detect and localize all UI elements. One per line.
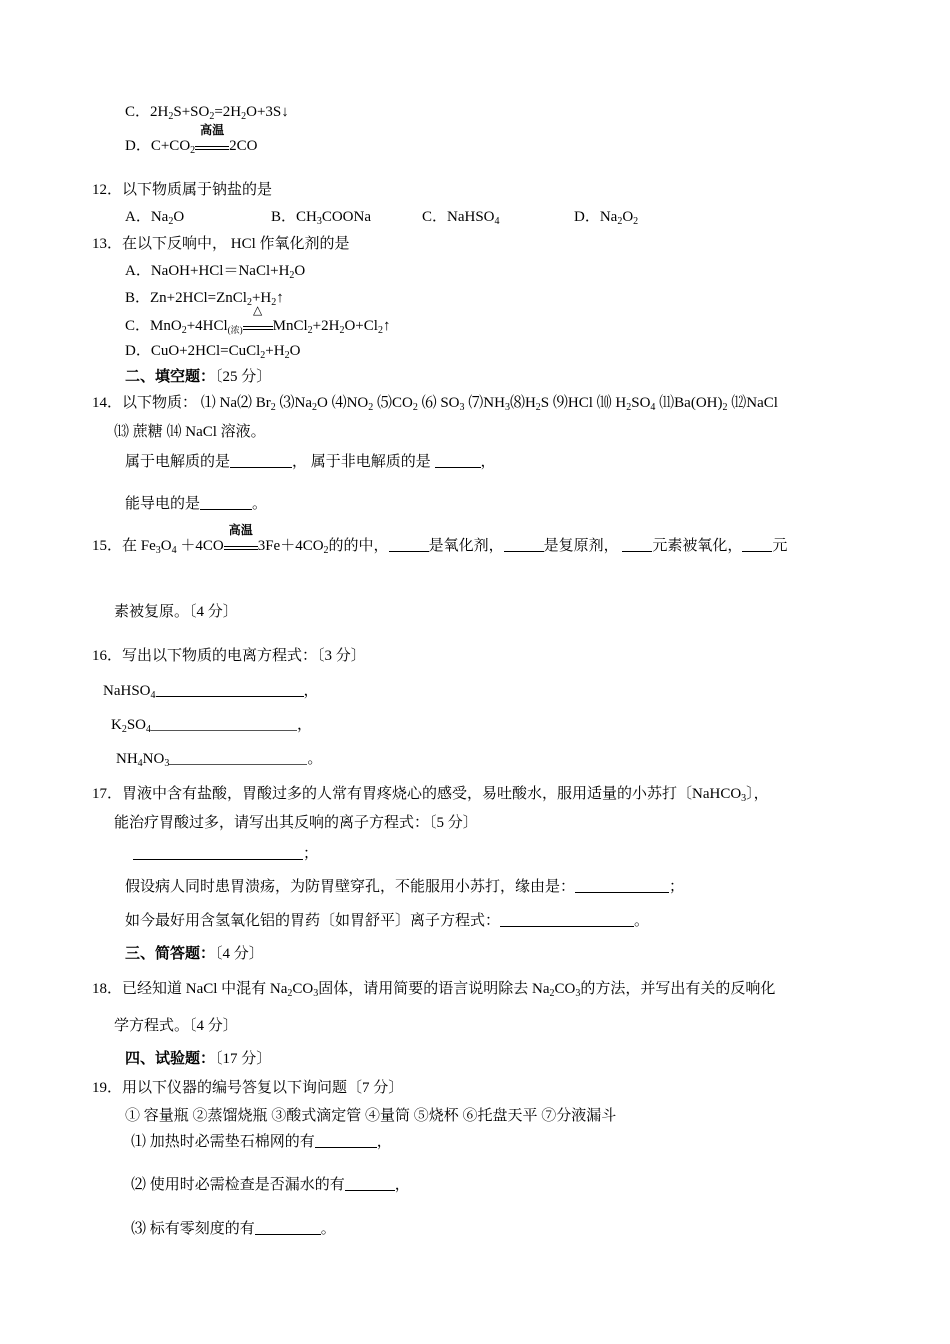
formula-part: C．MnO: [125, 318, 182, 334]
answer-blank-nonelectrolyte[interactable]: [435, 453, 481, 468]
punct: ，: [376, 1134, 392, 1150]
answer-blank-conductive[interactable]: [200, 495, 252, 510]
formula-sub: 2: [412, 402, 418, 413]
section-title: 二、填空题：: [125, 369, 216, 385]
text-part: 的的中，: [328, 538, 389, 554]
answer-blank-aloh3-equation[interactable]: [500, 912, 634, 927]
formula-part: C．NaHSO: [422, 209, 495, 225]
formula-part: O: [173, 209, 185, 225]
answer-blank-ionic-equation[interactable]: [133, 845, 303, 860]
option-label: C．: [125, 104, 151, 120]
q13-option-c: [125, 303, 391, 336]
formula-sub: 2: [626, 402, 632, 413]
formula-sub: 4: [146, 724, 152, 735]
text-part: CO: [554, 981, 576, 997]
formula-part: ↑: [382, 318, 391, 334]
formula-sub: 2: [168, 111, 174, 122]
formula-part: B．Zn+2HCl=ZnCl: [125, 290, 247, 306]
text-part: ⑹ SO: [417, 395, 460, 411]
formula-sub: 2: [617, 216, 623, 227]
formula-part: A．Na: [125, 209, 169, 225]
prompt-text: 能导电的是: [125, 496, 201, 512]
q12-option-d: [574, 208, 638, 226]
text-part: O: [160, 538, 172, 554]
answer-blank-reductant[interactable]: [504, 537, 544, 552]
section-3-heading: [125, 945, 264, 963]
text-part: CO: [292, 981, 314, 997]
section-title: 三、简答题：: [125, 946, 216, 962]
answer-blank-k2so4[interactable]: [151, 716, 297, 731]
q12-option-c: [422, 208, 500, 226]
formula-sub: 3: [313, 988, 319, 999]
q14-line-1: [92, 394, 778, 412]
formula-sub: 2: [241, 111, 247, 122]
formula-sub: 2: [289, 270, 295, 281]
formula-part: ↑: [276, 290, 284, 306]
q17-line-5: [125, 912, 649, 930]
formula-part: D．CuO+2HCl=CuCl: [125, 343, 261, 359]
formula-part: D．Na: [574, 209, 618, 225]
punct: ，: [394, 1177, 410, 1193]
formula-sub: 2: [307, 325, 313, 336]
answer-blank-reduced-element[interactable]: [742, 537, 772, 552]
section-2-heading: [125, 368, 271, 386]
q14-line-2: ⒀ 蔗糖 ⒁ NaCl 溶液。: [114, 424, 266, 440]
formula-part: NaHSO: [103, 683, 151, 699]
text-part: ⑻H: [509, 395, 536, 411]
text-part: 14．以下物质： ⑴ Na⑵ Br: [92, 395, 271, 411]
formula-sub: (浓): [227, 325, 243, 335]
answer-blank-electrolyte[interactable]: [230, 453, 292, 468]
prompt-text: 属于电解质的是: [125, 454, 231, 470]
answer-blank-nh4no3[interactable]: [169, 750, 307, 765]
formula-part: 2CO: [229, 138, 258, 154]
q15-line-1: [92, 523, 788, 556]
q14-line-3: [125, 453, 496, 471]
section-4-heading: [125, 1050, 271, 1068]
text-part: 18．已经知道 NaCl 中混有 Na: [92, 981, 288, 997]
formula-sub: 4: [171, 545, 177, 556]
section-score: 〔17 分〕: [215, 1051, 272, 1067]
q18-line-1: [92, 980, 775, 998]
text-part: 固体，请用简要的语言说明除去 Na: [318, 981, 550, 997]
formula-part: O+Cl: [344, 318, 378, 334]
q19-part-3: [131, 1220, 336, 1238]
prompt-text: ⑴ 加热时必需垫石棉网的有: [131, 1134, 315, 1150]
q17-line-3: [133, 845, 318, 863]
formula-part: MnCl: [272, 318, 308, 334]
prompt-text: 元素被氧化，: [652, 538, 743, 554]
text-part: 15．在 Fe: [92, 538, 156, 554]
answer-blank-oxidized-element[interactable]: [622, 537, 652, 552]
text-part: 17．胃液中含有盐酸，胃酸过多的人常有胃疼烧心的感受，易吐酸水，服用适量的小苏打〔NaHCO: [92, 786, 742, 802]
formula-part: +H: [251, 290, 272, 306]
formula-sub: 2: [190, 145, 196, 156]
text-part: ⑾Ba(OH): [655, 395, 723, 411]
formula-sub: 2: [287, 988, 293, 999]
q19-part-1: [131, 1133, 392, 1151]
answer-blank-oxidant[interactable]: [389, 537, 429, 552]
formula-part: +H: [265, 343, 285, 359]
formula-sub: 2: [209, 111, 215, 122]
formula-sub: 4: [494, 216, 500, 227]
text-part: S ⑼HCl ⑽ H: [540, 395, 627, 411]
formula-sub: 2: [722, 402, 728, 413]
formula-part: O: [289, 343, 301, 359]
reaction-condition: 高温: [200, 123, 225, 137]
prompt-text: ，: [480, 454, 496, 470]
formula-part: COONa: [321, 209, 372, 225]
formula-sub: 2: [535, 402, 541, 413]
punct: ；: [669, 879, 685, 895]
punct: ，: [303, 683, 319, 699]
text-part: ⑿NaCl: [727, 395, 778, 411]
punct: ；: [303, 846, 319, 862]
prompt-text: 如今最好用含氢氧化铝的胃药〔如胃舒平〕离子方程式：: [125, 913, 501, 929]
answer-blank-zero-mark[interactable]: [255, 1220, 321, 1235]
formula-part: NO: [142, 751, 165, 767]
reaction-condition-sign: [243, 303, 273, 330]
prompt-text: 假设病人同时患胃溃疡，为防胃壁穿孔，不能服用小苏打，缘由是：: [125, 879, 576, 895]
formula-part: O+3S↓: [246, 104, 289, 120]
equals-bars: [195, 146, 229, 150]
heat-symbol: △: [253, 303, 263, 317]
q11-option-d: [125, 123, 258, 156]
text-part: O ⑷NO: [317, 395, 369, 411]
prompt-text: 元: [772, 538, 788, 554]
q14-line-4: [125, 495, 267, 513]
formula-sub: 4: [650, 402, 656, 413]
formula-sub: 2: [377, 325, 383, 336]
answer-blank-reason[interactable]: [575, 878, 669, 893]
section-score: 〔4 分〕: [215, 946, 264, 962]
q19-part-2: [131, 1176, 410, 1194]
text-part: SO: [631, 395, 651, 411]
formula-sub: 2: [246, 297, 252, 308]
q17-line-1: [92, 785, 769, 803]
formula-sub: 2: [168, 216, 174, 227]
q12-option-a: [125, 208, 184, 226]
answer-blank-leak-check[interactable]: [345, 1176, 395, 1191]
equals-bars: [243, 326, 273, 330]
formula-sub: 3: [155, 545, 161, 556]
q13-stem: 13．在以下反响中， HCl 作氧化剂的是: [92, 236, 350, 252]
formula-sub: 2: [271, 297, 277, 308]
formula-sub: 2: [368, 402, 374, 413]
punct: ，: [297, 717, 313, 733]
prompt-text: 是氧化剂，: [428, 538, 504, 554]
q13-option-d: [125, 342, 300, 360]
formula-sub: 2: [633, 216, 639, 227]
section-title: 四、试验题：: [125, 1051, 216, 1067]
formula-sub: 2: [270, 402, 276, 413]
formula-sub: 3: [504, 402, 510, 413]
formula-part: NH: [116, 751, 138, 767]
q12-option-b: [271, 208, 371, 226]
q11-option-c: [125, 103, 289, 121]
formula-part: B．CH: [271, 209, 317, 225]
punct: 。: [307, 751, 323, 767]
formula-part: O: [294, 263, 306, 279]
answer-blank-nahso4[interactable]: [156, 682, 304, 697]
formula-sub: 2: [181, 325, 187, 336]
text-part: ⑶Na: [275, 395, 312, 411]
text-part: 的方法，并写出有关的反响化: [580, 981, 776, 997]
formula-sub: 2: [549, 988, 555, 999]
punct: 。: [320, 1221, 336, 1237]
formula-sub: 4: [150, 690, 156, 701]
formula-part: 2H: [150, 104, 169, 120]
q16-stem: 16．写出以下物质的电离方程式：〔3 分〕: [92, 648, 366, 664]
option-label: D．: [125, 138, 151, 154]
formula-sub: 2: [284, 350, 290, 361]
formula-part: =2H: [214, 104, 242, 120]
q18-line-2: 学方程式。〔4 分〕: [114, 1018, 238, 1034]
answer-blank-asbestos[interactable]: [315, 1133, 377, 1148]
q13-option-a: [125, 262, 305, 280]
formula-sub: 3: [164, 758, 170, 769]
text-part: 〕，: [746, 786, 769, 802]
q16-item-c: [116, 750, 322, 768]
text-part: 3Fe＋4CO: [257, 538, 324, 554]
punct: 。: [634, 913, 650, 929]
reaction-condition-sign: [195, 123, 229, 150]
q12-stem: 12．以下物质属于钠盐的是: [92, 182, 273, 198]
formula-part: +4HCl: [186, 318, 228, 334]
q19-stem: 19．用以下仪器的编号答复以下询问题〔7 分〕: [92, 1080, 404, 1096]
formula-sub: 3: [316, 216, 322, 227]
prompt-text: ⑵ 使用时必需检查是否漏水的有: [131, 1177, 345, 1193]
equals-bars: [224, 546, 258, 550]
formula-part: C+CO: [150, 138, 191, 154]
q17-line-4: [125, 878, 684, 896]
text-part: ⑺NH: [464, 395, 505, 411]
formula-sub: 2: [339, 325, 345, 336]
formula-part: O: [622, 209, 634, 225]
prompt-text: ⑶ 标有零刻度的有: [131, 1221, 255, 1237]
section-score: 〔25 分〕: [215, 369, 272, 385]
formula-sub: 3: [459, 402, 465, 413]
formula-sub: 2: [312, 402, 317, 413]
reaction-condition-sign: [224, 523, 258, 550]
text-part: ＋4CO: [176, 538, 224, 554]
q15-line-2: 素被复原。〔4 分〕: [114, 604, 238, 620]
formula-part: +2H: [312, 318, 340, 334]
formula-sub: 4: [137, 758, 143, 769]
q16-item-a: [103, 682, 319, 700]
reaction-condition: 高温: [228, 523, 253, 537]
text-part: ⑸CO: [373, 395, 413, 411]
q17-line-2: 能治疗胃酸过多，请写出其反响的离子方程式：〔5 分〕: [114, 815, 478, 831]
formula-part: K: [111, 717, 122, 733]
formula-sub: 2: [260, 350, 266, 361]
formula-sub: 3: [741, 793, 747, 804]
formula-part: A．NaOH+HCl＝NaCl+H: [125, 263, 290, 279]
prompt-text: ， 属于非电解质的是: [292, 454, 431, 470]
formula-part: S+SO: [173, 104, 210, 120]
prompt-text: 是复原剂，: [543, 538, 619, 554]
q19-items: ① 容量瓶 ②蒸馏烧瓶 ③酸式滴定管 ④量筒 ⑤烧杯 ⑥托盘天平 ⑦分液漏斗: [125, 1108, 617, 1124]
q16-item-b: [111, 716, 312, 734]
formula-sub: 3: [575, 988, 581, 999]
formula-sub: 2: [121, 724, 127, 735]
formula-part: SO: [126, 717, 147, 733]
prompt-text: 。: [252, 496, 268, 512]
formula-sub: 2: [323, 545, 329, 556]
